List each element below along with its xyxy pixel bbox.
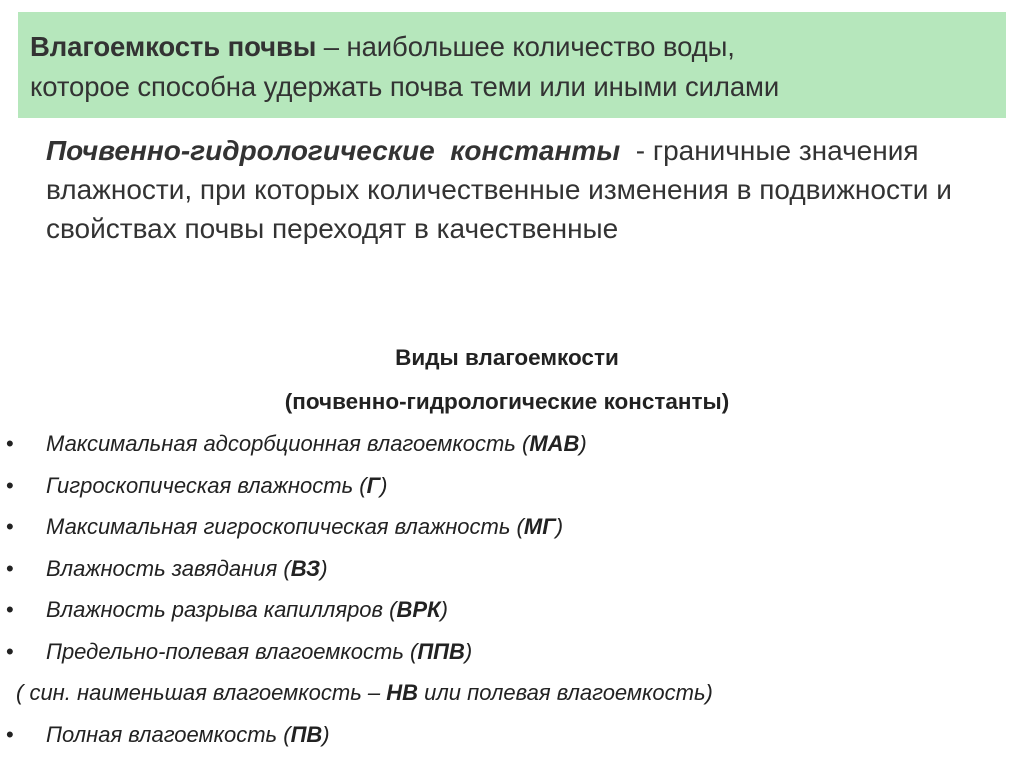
item-abbr: ППВ <box>417 638 465 664</box>
item-abbr: ВРК <box>396 597 441 622</box>
list-item <box>0 589 1024 631</box>
item-close: ) <box>579 431 587 456</box>
bullet-icon: • <box>6 721 14 747</box>
item-abbr: МГ <box>523 514 556 539</box>
constants-description: - граничные значения влажности, при которых количественные изменения в подвижности и свойствах почвы переходят в качественные <box>46 135 960 244</box>
bullet-icon: • <box>6 514 14 539</box>
list-note <box>0 672 1024 714</box>
item-text: Предельно-полевая влагоемкость ( <box>46 638 418 664</box>
list-item <box>0 506 1024 548</box>
bullet-icon: • <box>6 472 14 498</box>
constants-term: Почвенно-гидрологические константы <box>46 135 621 166</box>
definition-line-1 <box>30 27 1006 67</box>
definition-dash: – <box>316 31 347 62</box>
item-close: ) <box>380 472 388 498</box>
definition-term: Влагоемкость почвы <box>30 31 317 62</box>
kinds-subtitle: (почвенно-гидрологические константы) <box>284 389 730 414</box>
item-close: ) <box>464 638 473 664</box>
bullet-icon: • <box>6 431 14 456</box>
item-abbr: ВЗ <box>290 555 321 581</box>
item-abbr: Г <box>366 472 381 498</box>
item-text: Максимальная адсорбционная влагоемкость ( <box>46 431 530 456</box>
constants-paragraph <box>46 131 1006 248</box>
kinds-title: Виды влагоемкости <box>395 345 619 370</box>
item-close: ) <box>440 597 448 622</box>
list-item <box>0 423 1024 465</box>
bullet-icon: • <box>6 638 14 664</box>
item-close: ) <box>320 555 328 581</box>
item-text: Максимальная гигроскопическая влажность ( <box>46 514 524 539</box>
list-item <box>0 548 1024 590</box>
definition-line-2: которое способна удержать почва теми или иными силами <box>30 71 780 102</box>
kinds-list <box>0 423 1024 755</box>
item-close: ) <box>555 514 564 539</box>
list-item <box>0 631 1024 673</box>
note-text: ( син. наименьшая влагоемкость – <box>16 680 387 705</box>
definition-box <box>18 12 1006 118</box>
item-text: Гигроскопическая влажность ( <box>46 472 367 498</box>
item-text: Влажность разрыва капилляров ( <box>46 597 397 622</box>
item-close: ) <box>322 721 330 747</box>
list-item <box>0 465 1024 507</box>
item-abbr: МАВ <box>529 431 580 456</box>
bullet-icon: • <box>6 555 14 581</box>
note-close: или полевая влагоемкость) <box>418 680 713 705</box>
note-abbr: НВ <box>386 680 418 705</box>
definition-line-1-rest: наибольшее количество воды, <box>346 31 735 62</box>
item-text: Влажность завядания ( <box>46 555 291 581</box>
list-item <box>0 714 1024 756</box>
item-abbr: ПВ <box>290 721 323 747</box>
item-text: Полная влагоемкость ( <box>46 721 291 747</box>
bullet-icon: • <box>6 597 14 622</box>
